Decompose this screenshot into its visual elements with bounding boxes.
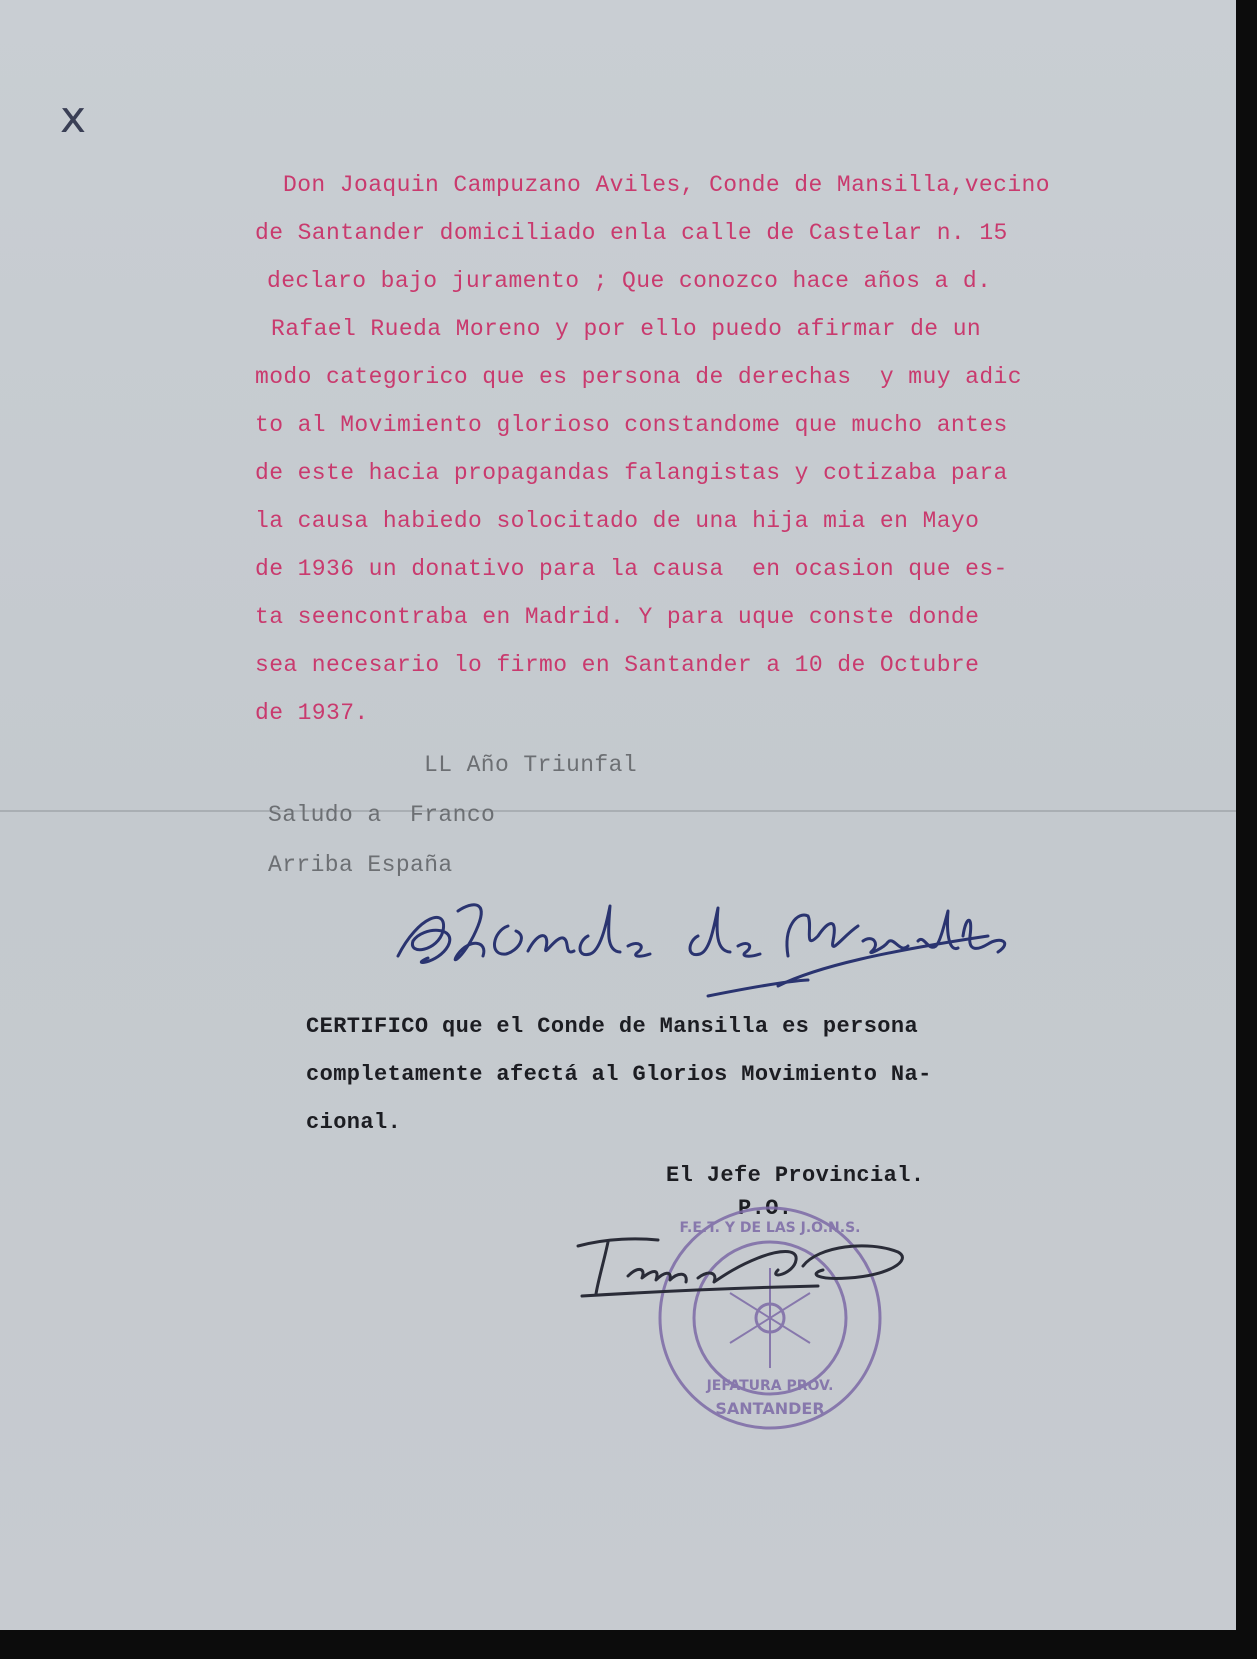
declaration-line: Don Joaquin Campuzano Aviles, Conde de Mansilla,vecino — [283, 172, 1050, 198]
declaration-line: la causa habiedo solocitado de una hija mia en Mayo — [255, 508, 980, 534]
certification-office: El Jefe Provincial. — [666, 1163, 925, 1188]
fold-line — [0, 810, 1236, 812]
svg-text:JEFATURA PROV.: JEFATURA PROV. — [706, 1378, 834, 1394]
declaration-line: de Santander domiciliado enla calle de Castelar n. 15 — [255, 220, 1008, 246]
declaration-line: Rafael Rueda Moreno y por ello puedo afirmar de un — [271, 316, 982, 342]
provincial-signature — [568, 1226, 908, 1306]
count-signature — [388, 896, 1028, 1006]
declaration-line: sea necesario lo firmo en Santander a 10 de Octubre — [255, 652, 980, 678]
declaration-line: modo categorico que es persona de derechas y muy adic — [255, 364, 1022, 390]
closing-salute: Saludo a Franco — [268, 802, 496, 828]
closing-cry: Arriba España — [268, 852, 453, 878]
closing-year: LL Año Triunfal — [424, 752, 638, 778]
declaration-line: de 1936 un donativo para la causa en ocasion que es- — [255, 556, 1008, 582]
declaration-line: de este hacia propagandas falangistas y cotizaba para — [255, 460, 1008, 486]
declaration-line: to al Movimiento glorioso constandome que mucho antes — [255, 412, 1008, 438]
svg-text:F.E.T. Y DE LAS J.O.N.S.: F.E.T. Y DE LAS J.O.N.S. — [679, 1220, 861, 1236]
declaration-line: de 1937. — [255, 700, 369, 726]
margin-mark: x — [60, 92, 87, 143]
svg-text:SANTANDER: SANTANDER — [715, 1399, 825, 1418]
certification-po: P.O. — [738, 1196, 793, 1221]
certification-line: cional. — [306, 1110, 402, 1135]
certification-line: completamente afectá al Glorios Movimiento Na- — [306, 1062, 932, 1087]
declaration-line: ta seencontraba en Madrid. Y para uque conste donde — [255, 604, 980, 630]
certification-line: CERTIFICO que el Conde de Mansilla es persona — [306, 1014, 919, 1039]
declaration-line: declaro bajo juramento ; Que conozco hace años a d. — [267, 268, 992, 294]
